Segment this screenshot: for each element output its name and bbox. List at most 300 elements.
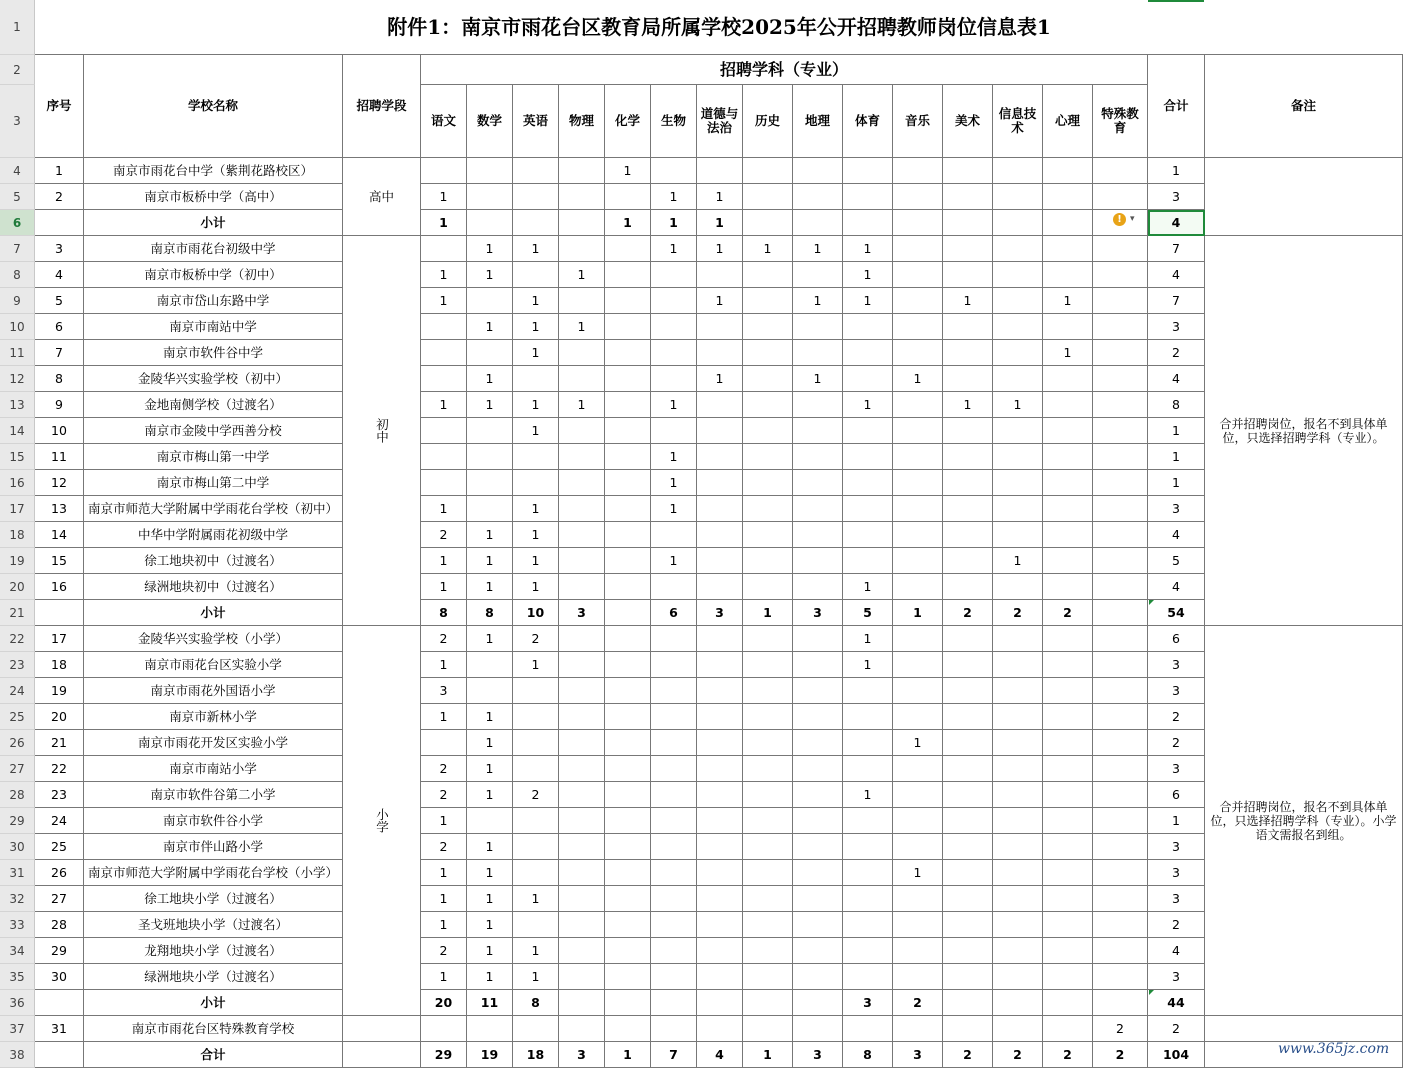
subject-count-cell[interactable]: [559, 366, 605, 392]
row-seq[interactable]: 19: [35, 678, 84, 704]
subject-count-cell[interactable]: [651, 574, 697, 600]
subject-count-cell[interactable]: [793, 522, 843, 548]
subject-count-cell[interactable]: [793, 730, 843, 756]
subject-count-cell[interactable]: [605, 678, 651, 704]
subject-count-cell[interactable]: [1043, 730, 1093, 756]
subject-count-cell[interactable]: 1: [943, 288, 993, 314]
school-name[interactable]: 南京市梅山第二中学: [84, 470, 343, 496]
row-header[interactable]: 26: [0, 730, 35, 756]
subject-count-cell[interactable]: [743, 990, 793, 1016]
row-total[interactable]: 1: [1148, 158, 1205, 184]
subject-count-cell[interactable]: [1043, 444, 1093, 470]
subject-count-cell[interactable]: [893, 886, 943, 912]
subject-count-cell[interactable]: [843, 444, 893, 470]
subject-count-cell[interactable]: [421, 366, 467, 392]
subject-count-cell[interactable]: [559, 964, 605, 990]
school-name[interactable]: 金陵华兴实验学校（初中）: [84, 366, 343, 392]
subject-count-cell[interactable]: 3: [559, 600, 605, 626]
row-header[interactable]: 38: [0, 1042, 35, 1068]
subject-count-cell[interactable]: [1093, 782, 1148, 808]
subject-count-cell[interactable]: 1: [421, 886, 467, 912]
subject-count-cell[interactable]: [993, 704, 1043, 730]
subject-count-cell[interactable]: [559, 912, 605, 938]
subject-count-cell[interactable]: [697, 158, 743, 184]
subject-count-cell[interactable]: [651, 834, 697, 860]
subject-count-cell[interactable]: [1093, 730, 1148, 756]
subject-count-cell[interactable]: [697, 808, 743, 834]
subject-count-cell[interactable]: [1043, 964, 1093, 990]
subject-count-cell[interactable]: [743, 626, 793, 652]
subject-count-cell[interactable]: 1: [513, 340, 559, 366]
subject-count-cell[interactable]: [943, 782, 993, 808]
subject-count-cell[interactable]: [793, 340, 843, 366]
subject-count-cell[interactable]: [1093, 470, 1148, 496]
subject-count-cell[interactable]: [467, 496, 513, 522]
subject-count-cell[interactable]: [697, 392, 743, 418]
row-total[interactable]: 5: [1148, 548, 1205, 574]
subject-count-cell[interactable]: [421, 470, 467, 496]
school-name[interactable]: 南京市软件谷第二小学: [84, 782, 343, 808]
row-header[interactable]: 8: [0, 262, 35, 288]
subject-count-cell[interactable]: [651, 652, 697, 678]
subject-count-cell[interactable]: [893, 184, 943, 210]
subject-count-cell[interactable]: [993, 730, 1043, 756]
subject-count-cell[interactable]: 1: [467, 730, 513, 756]
row-seq[interactable]: 26: [35, 860, 84, 886]
subject-count-cell[interactable]: 2: [421, 834, 467, 860]
subject-count-cell[interactable]: 1: [421, 496, 467, 522]
subject-count-cell[interactable]: [467, 652, 513, 678]
school-name[interactable]: 南京市雨花开发区实验小学: [84, 730, 343, 756]
row-header[interactable]: 5: [0, 184, 35, 210]
subject-count-cell[interactable]: [559, 184, 605, 210]
subject-count-cell[interactable]: [1093, 262, 1148, 288]
subject-count-cell[interactable]: [993, 782, 1043, 808]
subject-count-cell[interactable]: [843, 730, 893, 756]
subject-count-cell[interactable]: [697, 704, 743, 730]
subject-count-cell[interactable]: [793, 1016, 843, 1042]
subject-count-cell[interactable]: [467, 340, 513, 366]
subject-count-cell[interactable]: [421, 418, 467, 444]
subject-count-cell[interactable]: [605, 288, 651, 314]
subject-count-cell[interactable]: [743, 210, 793, 236]
subject-count-cell[interactable]: [843, 470, 893, 496]
subject-count-cell[interactable]: [559, 158, 605, 184]
subject-count-cell[interactable]: [993, 652, 1043, 678]
row-seq[interactable]: 22: [35, 756, 84, 782]
subject-count-cell[interactable]: 2: [1043, 600, 1093, 626]
subject-count-cell[interactable]: [605, 600, 651, 626]
subject-count-cell[interactable]: [651, 912, 697, 938]
subject-count-cell[interactable]: [993, 756, 1043, 782]
row-header[interactable]: 18: [0, 522, 35, 548]
stage-special[interactable]: [343, 1016, 421, 1042]
subject-count-cell[interactable]: 1: [467, 704, 513, 730]
subject-count-cell[interactable]: [697, 834, 743, 860]
subject-count-cell[interactable]: [993, 626, 1043, 652]
school-name[interactable]: 南京市雨花台初级中学: [84, 236, 343, 262]
row-total[interactable]: 4: [1148, 366, 1205, 392]
row-total[interactable]: 3: [1148, 756, 1205, 782]
subject-count-cell[interactable]: [697, 1016, 743, 1042]
subject-count-cell[interactable]: [793, 756, 843, 782]
subject-count-cell[interactable]: 1: [559, 392, 605, 418]
subject-count-cell[interactable]: [1043, 548, 1093, 574]
subject-count-cell[interactable]: [421, 236, 467, 262]
subject-count-cell[interactable]: [743, 678, 793, 704]
subject-count-cell[interactable]: [1043, 938, 1093, 964]
subject-count-cell[interactable]: [743, 392, 793, 418]
subject-count-cell[interactable]: 1: [559, 314, 605, 340]
row-seq[interactable]: 25: [35, 834, 84, 860]
subject-count-cell[interactable]: [513, 912, 559, 938]
subject-count-cell[interactable]: [651, 340, 697, 366]
subject-count-cell[interactable]: [893, 236, 943, 262]
subject-count-cell[interactable]: 4: [697, 1042, 743, 1068]
subject-count-cell[interactable]: [793, 912, 843, 938]
subject-count-cell[interactable]: [697, 678, 743, 704]
subject-count-cell[interactable]: [743, 574, 793, 600]
subject-count-cell[interactable]: [743, 808, 793, 834]
subject-count-cell[interactable]: [993, 678, 1043, 704]
subject-count-cell[interactable]: 2: [513, 626, 559, 652]
row-seq[interactable]: 11: [35, 444, 84, 470]
row-header[interactable]: 13: [0, 392, 35, 418]
row-seq[interactable]: 27: [35, 886, 84, 912]
subject-count-cell[interactable]: [993, 184, 1043, 210]
subject-count-cell[interactable]: [943, 860, 993, 886]
subject-count-cell[interactable]: [1043, 496, 1093, 522]
subject-count-cell[interactable]: [605, 184, 651, 210]
subject-count-cell[interactable]: 20: [421, 990, 467, 1016]
subject-count-cell[interactable]: [697, 314, 743, 340]
subject-count-cell[interactable]: 3: [843, 990, 893, 1016]
school-name[interactable]: 南京市梅山第一中学: [84, 444, 343, 470]
row-seq[interactable]: [35, 990, 84, 1016]
subject-count-cell[interactable]: [651, 522, 697, 548]
subject-count-cell[interactable]: [993, 522, 1043, 548]
subject-count-cell[interactable]: 1: [793, 288, 843, 314]
subject-count-cell[interactable]: [793, 626, 843, 652]
subject-count-cell[interactable]: 1: [513, 652, 559, 678]
subject-count-cell[interactable]: [893, 548, 943, 574]
row-header[interactable]: 31: [0, 860, 35, 886]
subject-count-cell[interactable]: [1043, 236, 1093, 262]
subject-count-cell[interactable]: [559, 860, 605, 886]
subject-count-cell[interactable]: [697, 756, 743, 782]
subject-count-cell[interactable]: [993, 158, 1043, 184]
subject-count-cell[interactable]: 1: [513, 548, 559, 574]
subject-count-cell[interactable]: [605, 704, 651, 730]
subject-count-cell[interactable]: [893, 158, 943, 184]
subject-count-cell[interactable]: [513, 262, 559, 288]
subject-count-cell[interactable]: [651, 262, 697, 288]
subject-count-cell[interactable]: 3: [793, 1042, 843, 1068]
row-seq[interactable]: 13: [35, 496, 84, 522]
subject-count-cell[interactable]: 1: [793, 236, 843, 262]
subject-count-cell[interactable]: [605, 574, 651, 600]
subject-count-cell[interactable]: 2: [421, 938, 467, 964]
subject-count-cell[interactable]: 1: [467, 522, 513, 548]
subject-count-cell[interactable]: 1: [651, 236, 697, 262]
subject-count-cell[interactable]: [651, 990, 697, 1016]
subject-count-cell[interactable]: [743, 730, 793, 756]
school-name[interactable]: 南京市师范大学附属中学雨花台学校（初中）: [84, 496, 343, 522]
subject-count-cell[interactable]: 1: [467, 366, 513, 392]
subject-count-cell[interactable]: [513, 808, 559, 834]
subject-count-cell[interactable]: [1093, 314, 1148, 340]
subject-count-cell[interactable]: [1043, 418, 1093, 444]
subject-count-cell[interactable]: 1: [1043, 340, 1093, 366]
remark-middle[interactable]: 合并招聘岗位，报名不到具体单位，只选择招聘学科（专业）。: [1205, 236, 1403, 626]
subject-count-cell[interactable]: [743, 938, 793, 964]
stage-primary[interactable]: 小学: [343, 626, 421, 1016]
row-total[interactable]: 1: [1148, 808, 1205, 834]
subject-count-cell[interactable]: [793, 392, 843, 418]
subject-count-cell[interactable]: 1: [605, 1042, 651, 1068]
subject-count-cell[interactable]: [793, 314, 843, 340]
subject-count-cell[interactable]: [513, 366, 559, 392]
subject-count-cell[interactable]: [605, 782, 651, 808]
subject-count-cell[interactable]: [1043, 912, 1093, 938]
subject-count-cell[interactable]: 8: [513, 990, 559, 1016]
subject-count-cell[interactable]: [697, 886, 743, 912]
subject-count-cell[interactable]: [793, 678, 843, 704]
subject-count-cell[interactable]: [893, 834, 943, 860]
subject-count-cell[interactable]: [943, 210, 993, 236]
subject-count-cell[interactable]: 7: [651, 1042, 697, 1068]
subject-count-cell[interactable]: 2: [1093, 1042, 1148, 1068]
subject-count-cell[interactable]: [697, 730, 743, 756]
row-seq[interactable]: 17: [35, 626, 84, 652]
subject-count-cell[interactable]: [467, 678, 513, 704]
school-name[interactable]: 南京市南站小学: [84, 756, 343, 782]
subject-count-cell[interactable]: [421, 444, 467, 470]
subject-count-cell[interactable]: [559, 470, 605, 496]
subject-count-cell[interactable]: 5: [843, 600, 893, 626]
subject-count-cell[interactable]: [893, 678, 943, 704]
row-header[interactable]: 21: [0, 600, 35, 626]
subject-count-cell[interactable]: [605, 912, 651, 938]
subject-count-cell[interactable]: [697, 626, 743, 652]
subject-count-cell[interactable]: [1093, 964, 1148, 990]
subject-count-cell[interactable]: [993, 964, 1043, 990]
row-header[interactable]: 35: [0, 964, 35, 990]
row-seq[interactable]: 15: [35, 548, 84, 574]
row-total[interactable]: 2: [1148, 1016, 1205, 1042]
subject-count-cell[interactable]: 1: [467, 834, 513, 860]
subject-count-cell[interactable]: [943, 496, 993, 522]
row-total[interactable]: 7: [1148, 288, 1205, 314]
subject-count-cell[interactable]: 1: [697, 366, 743, 392]
subject-count-cell[interactable]: [943, 756, 993, 782]
subject-count-cell[interactable]: [421, 1016, 467, 1042]
subject-count-cell[interactable]: [651, 756, 697, 782]
subject-count-cell[interactable]: [1093, 236, 1148, 262]
remark-primary[interactable]: 合并招聘岗位，报名不到具体单位，只选择招聘学科（专业）。小学语文需报名到组。: [1205, 626, 1403, 1016]
row-seq[interactable]: 8: [35, 366, 84, 392]
subject-count-cell[interactable]: 3: [793, 600, 843, 626]
subject-count-cell[interactable]: [1043, 678, 1093, 704]
row-header[interactable]: 34: [0, 938, 35, 964]
subject-count-cell[interactable]: [605, 392, 651, 418]
subject-count-cell[interactable]: 1: [743, 236, 793, 262]
subject-count-cell[interactable]: [651, 626, 697, 652]
subject-count-cell[interactable]: [1093, 184, 1148, 210]
subject-count-cell[interactable]: [743, 756, 793, 782]
subject-count-cell[interactable]: 1: [513, 314, 559, 340]
subject-count-cell[interactable]: 1: [421, 574, 467, 600]
warning-icon[interactable]: !: [1113, 213, 1126, 226]
subject-count-cell[interactable]: [843, 210, 893, 236]
row-total[interactable]: 3: [1148, 964, 1205, 990]
subject-count-cell[interactable]: [793, 184, 843, 210]
subject-count-cell[interactable]: [943, 470, 993, 496]
subtotal-label[interactable]: 小计: [84, 600, 343, 626]
row-header[interactable]: 30: [0, 834, 35, 860]
subject-count-cell[interactable]: [893, 496, 943, 522]
row-total[interactable]: 4: [1148, 522, 1205, 548]
subject-count-cell[interactable]: [843, 314, 893, 340]
subject-count-cell[interactable]: [793, 158, 843, 184]
subject-count-cell[interactable]: [559, 652, 605, 678]
subject-count-cell[interactable]: [1093, 834, 1148, 860]
subject-count-cell[interactable]: [651, 704, 697, 730]
subject-count-cell[interactable]: [893, 522, 943, 548]
subject-count-cell[interactable]: 1: [697, 210, 743, 236]
row-header[interactable]: 9: [0, 288, 35, 314]
row-total[interactable]: 3: [1148, 496, 1205, 522]
subject-count-cell[interactable]: [893, 314, 943, 340]
subject-count-cell[interactable]: [893, 704, 943, 730]
subject-count-cell[interactable]: [893, 782, 943, 808]
subject-count-cell[interactable]: [993, 912, 1043, 938]
subject-count-cell[interactable]: 2: [1043, 1042, 1093, 1068]
subject-count-cell[interactable]: [993, 418, 1043, 444]
subject-count-cell[interactable]: [793, 860, 843, 886]
row-total[interactable]: 4: [1148, 210, 1205, 236]
subject-count-cell[interactable]: [793, 652, 843, 678]
subject-count-cell[interactable]: [651, 158, 697, 184]
row-header[interactable]: 23: [0, 652, 35, 678]
subject-count-cell[interactable]: 1: [513, 236, 559, 262]
subject-count-cell[interactable]: 1: [467, 392, 513, 418]
subject-count-cell[interactable]: [651, 366, 697, 392]
subject-count-cell[interactable]: [993, 314, 1043, 340]
subject-count-cell[interactable]: [559, 756, 605, 782]
row-header[interactable]: 22: [0, 626, 35, 652]
subject-count-cell[interactable]: [513, 1016, 559, 1042]
subject-count-cell[interactable]: 19: [467, 1042, 513, 1068]
row-total[interactable]: 3: [1148, 314, 1205, 340]
subject-count-cell[interactable]: [993, 496, 1043, 522]
row-total[interactable]: 4: [1148, 574, 1205, 600]
subject-count-cell[interactable]: [943, 548, 993, 574]
subject-count-cell[interactable]: 3: [421, 678, 467, 704]
subject-count-cell[interactable]: [559, 340, 605, 366]
remark-high[interactable]: [1205, 158, 1403, 236]
subject-count-cell[interactable]: [651, 964, 697, 990]
subject-count-cell[interactable]: [993, 444, 1043, 470]
subject-count-cell[interactable]: [993, 288, 1043, 314]
subject-count-cell[interactable]: 1: [651, 210, 697, 236]
subject-count-cell[interactable]: 1: [421, 652, 467, 678]
school-name[interactable]: 南京市板桥中学（高中）: [84, 184, 343, 210]
subject-count-cell[interactable]: [843, 496, 893, 522]
subject-count-cell[interactable]: 1: [513, 938, 559, 964]
row-header[interactable]: 20: [0, 574, 35, 600]
subject-count-cell[interactable]: [793, 808, 843, 834]
subject-count-cell[interactable]: [943, 366, 993, 392]
subject-count-cell[interactable]: 1: [421, 808, 467, 834]
subject-count-cell[interactable]: 2: [421, 782, 467, 808]
subject-count-cell[interactable]: [943, 444, 993, 470]
subject-count-cell[interactable]: [743, 366, 793, 392]
subject-count-cell[interactable]: [893, 288, 943, 314]
row-header[interactable]: 7: [0, 236, 35, 262]
subject-count-cell[interactable]: [743, 158, 793, 184]
subject-count-cell[interactable]: [467, 470, 513, 496]
row-seq[interactable]: 18: [35, 652, 84, 678]
subject-count-cell[interactable]: 1: [651, 444, 697, 470]
subject-count-cell[interactable]: 2: [993, 600, 1043, 626]
subject-count-cell[interactable]: [1043, 522, 1093, 548]
subject-count-cell[interactable]: 1: [651, 184, 697, 210]
subject-count-cell[interactable]: [843, 704, 893, 730]
subject-count-cell[interactable]: [893, 444, 943, 470]
subject-count-cell[interactable]: [743, 496, 793, 522]
subject-count-cell[interactable]: [743, 418, 793, 444]
row-header[interactable]: 10: [0, 314, 35, 340]
subject-count-cell[interactable]: [1093, 548, 1148, 574]
subject-count-cell[interactable]: [743, 834, 793, 860]
subject-count-cell[interactable]: [993, 938, 1043, 964]
school-name[interactable]: 南京市软件谷中学: [84, 340, 343, 366]
subject-count-cell[interactable]: [843, 548, 893, 574]
subject-count-cell[interactable]: 1: [843, 626, 893, 652]
row-header[interactable]: 4: [0, 158, 35, 184]
subject-count-cell[interactable]: [993, 236, 1043, 262]
subject-count-cell[interactable]: 3: [893, 1042, 943, 1068]
subject-count-cell[interactable]: 1: [467, 938, 513, 964]
subject-count-cell[interactable]: [559, 210, 605, 236]
subject-count-cell[interactable]: [605, 756, 651, 782]
subject-count-cell[interactable]: [743, 652, 793, 678]
subject-count-cell[interactable]: [793, 704, 843, 730]
subject-count-cell[interactable]: [1093, 704, 1148, 730]
subject-count-cell[interactable]: [1043, 782, 1093, 808]
row-seq[interactable]: [35, 600, 84, 626]
row-header[interactable]: 29: [0, 808, 35, 834]
subject-count-cell[interactable]: [559, 990, 605, 1016]
subject-count-cell[interactable]: [513, 860, 559, 886]
row-seq[interactable]: 3: [35, 236, 84, 262]
row-seq[interactable]: 23: [35, 782, 84, 808]
school-name[interactable]: 南京市岱山东路中学: [84, 288, 343, 314]
row-header[interactable]: 28: [0, 782, 35, 808]
subject-count-cell[interactable]: [559, 678, 605, 704]
subject-count-cell[interactable]: [559, 1016, 605, 1042]
subject-count-cell[interactable]: [651, 678, 697, 704]
subject-count-cell[interactable]: [743, 262, 793, 288]
subject-count-cell[interactable]: [467, 1016, 513, 1042]
subject-count-cell[interactable]: [793, 834, 843, 860]
subject-count-cell[interactable]: [1043, 652, 1093, 678]
subject-count-cell[interactable]: 1: [421, 860, 467, 886]
subject-count-cell[interactable]: 1: [467, 912, 513, 938]
row-seq[interactable]: 7: [35, 340, 84, 366]
subject-count-cell[interactable]: [697, 782, 743, 808]
